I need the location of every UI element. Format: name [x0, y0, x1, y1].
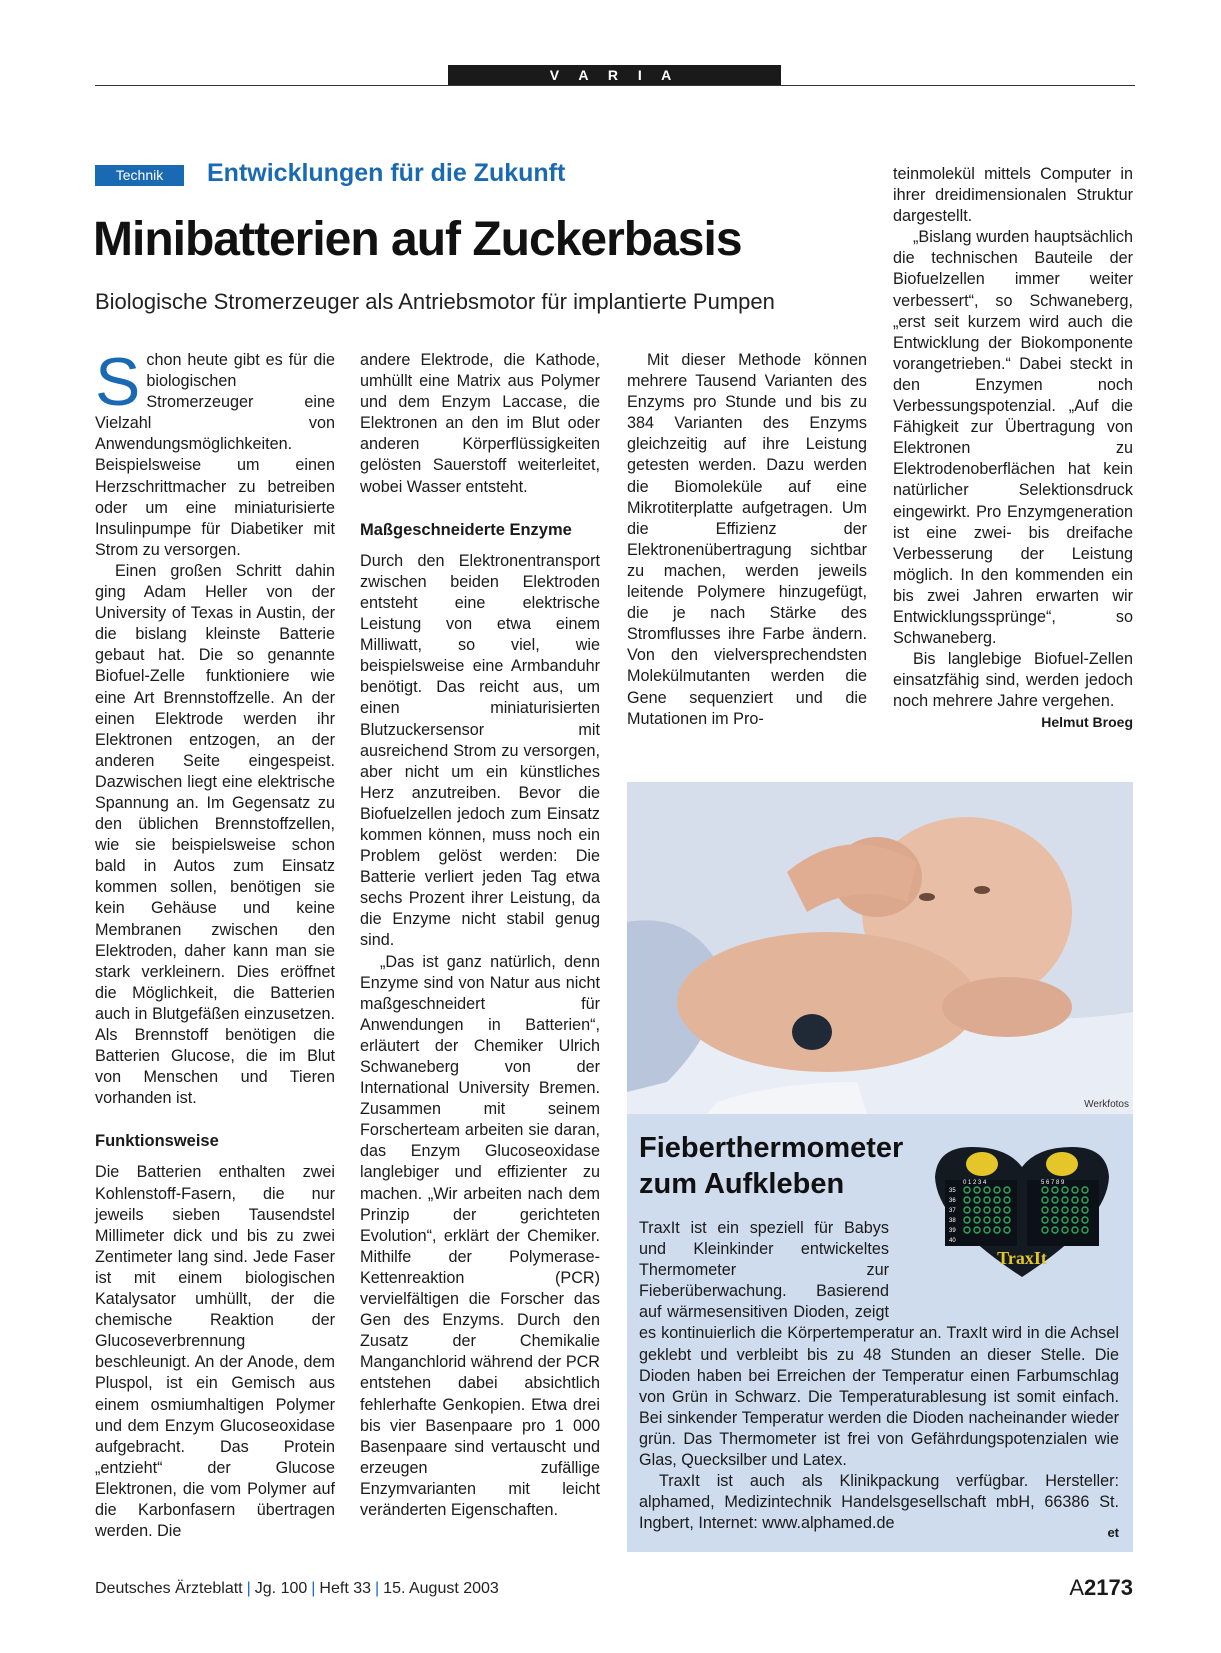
- paragraph: teinmolekül mittels Computer in ihrer dreidimensionalen Struktur dargestellt.: [893, 165, 1133, 226]
- paragraph: andere Elektrode, die Kathode, umhüllt eine Matrix aus Polymer und dem Enzym Laccase, die Elektronen an den im Blut oder anderen Körperflüssigkeiten gelösten Sauerstoff weiterleitet, wobei Wasser entsteht.: [360, 351, 600, 496]
- section-heading: Funktionsweise: [95, 1132, 219, 1151]
- baby-photo: [627, 782, 1133, 1114]
- author-byline: Helmut Broeg: [1041, 714, 1133, 731]
- date: 15. August 2003: [383, 1580, 499, 1597]
- baby-illustration: [627, 782, 1133, 1114]
- paragraph: TraxIt ist ein speziell für Babys und Kleinkinder entwickeltes Thermometer zur Fieberüberwachung. Basierend auf wärmesensitiven Dioden, zeigt es kontinuierlich die Körpertemperatur an. TraxIt wird in die Achsel geklebt und verbleibt bis zu 48 Stunden an dieser Stelle. Die Dioden haben bei Erreichen der Temperatur einen Farbumschlag von Grün in Schwarz. Die Temperaturablesung ist somit einfach. Bei sinkender Temperatur werden die Dioden nacheinander wieder grün. Das Thermometer ist frei von Gefährdungspotenzialen wie Glas, Quecksilber und Latex.: [639, 1219, 1119, 1470]
- kicker: Entwicklungen für die Zukunft: [207, 159, 566, 187]
- paragraph: Bis langlebige Biofuel-Zellen einsatzfähig sind, werden jedoch noch mehrere Jahre vergehen. Helmut Broeg: [893, 649, 1133, 712]
- journal-name: Deutsches Ärzteblatt: [95, 1580, 243, 1597]
- device-brand: TraxIt: [997, 1248, 1047, 1268]
- device-row-label: 35: [949, 1188, 956, 1194]
- paragraph: TraxIt ist auch als Klinikpackung verfügbar. Hersteller: alphamed, Medizintechnik Handelsgesellschaft mbH, 66386 St. Ingbert, Internet: www.alphamed.de: [639, 1472, 1119, 1533]
- column-4: [893, 164, 1133, 734]
- header-rule: [95, 85, 1135, 86]
- dropcap: S: [95, 344, 141, 420]
- device-row-label: 37: [949, 1208, 956, 1214]
- paragraph: „Das ist ganz natürlich, denn Enzyme sind von Natur aus nicht maßgeschneidert für Anwendungen in Batterien“, erläutert der Chemiker Ulrich Schwaneberg von der International University Bremen. Zusammen mit seinem Forscherteam arbeiten sie daran, das Enzym Glucoseoxidase langlebiger und effizienter zu machen. „Wir arbeiten nach dem Prinzip der gerichteten Evolution“, erklärt der Chemiker. Mithilfe der Polymerase-Kettenreaktion (PCR) vervielfältigen die Forscher das Gen des Enzyms. Durch den Zusatz der Chemikalie Manganchlorid während der PCR entstehen dabei absichtlich fehlerhafte Genkopien. Etwa drei bis vier Basenpaare pro 1 000 Basenpaare sind vertauscht und erzeugen zufällige Enzymvarianten mit leicht veränderten Eigenschaften.: [360, 952, 600, 1519]
- page-number: A2173: [1069, 1575, 1133, 1600]
- column-1: [95, 344, 335, 1542]
- volume: Jg. 100: [254, 1580, 308, 1597]
- device-col-labels: 0 1 2 3 4: [963, 1180, 987, 1186]
- section-heading: Maßgeschneiderte Enzyme: [360, 520, 572, 539]
- photo-credit: Werkfotos: [1084, 1099, 1129, 1110]
- article-title: Minibatterien auf Zuckerbasis: [93, 213, 742, 266]
- paragraph: „Bislang wurden hauptsächlich die technischen Bauteile der Biofuelzellen immer weiter verbessert“, so Schwaneberg, „erst seit kurzem wird auch die Entwicklung der Biokomponente vorangetrieben.“ Dabei steckt in den Enzymen noch Verbessungspotenzial. „Auf die Fähigkeit zur Übertragung von Elektronen zu Elektrodenoberflächen hat kein natürlicher Selektionsdruck eingewirkt. Pro Enzymgeneration ist eine zwei- bis dreifache Verbesserung der Leistung möglich. In den kommenden ein bis zwei Jahren erwarten wir Entwicklungssprünge“, so Schwaneberg.: [893, 228, 1133, 648]
- article-subtitle: Biologische Stromerzeuger als Antriebsmotor für implantierte Pumpen: [95, 289, 775, 314]
- device-row-label: 40: [949, 1238, 956, 1244]
- device-col-labels: 5 6 7 8 9: [1041, 1180, 1065, 1186]
- device-row-label: 36: [949, 1198, 956, 1204]
- issue: Heft 33: [319, 1580, 372, 1597]
- category-tag: Technik: [95, 165, 184, 186]
- infobox-title: Fieberthermometer zum Aufkleben: [639, 1132, 904, 1200]
- section-label: V A R I A: [448, 65, 781, 85]
- device-row-label: 38: [949, 1218, 956, 1224]
- paragraph: Einen großen Schritt dahin ging Adam Heller von der University of Texas in Austin, der die bislang kleinste Batterie gebaut hat. Die so genannte Biofuel-Zelle funktioniere wie eine Art Brennstoffzelle. An der einen Elektrode werden ihr Elektronen entzogen, an der anderen Seite eingespeist. Dazwischen liegt eine elektrische Spannung an. Im Gegensatz zu den üblichen Brennstoffzellen, wie sie beispielsweise schon bald in Autos zum Einsatz kommen sollen, benötigen sie kein Gehäuse und keine Membranen zwischen den Elektroden, daher kann man sie stark verkleinern. Dies eröffnet die Möglichkeit, die Batterien auch in Blutgefäßen einzusetzen. Als Brennstoff benötigen die Batterien Glucose, die im Blut von Menschen und Tieren vorhanden ist.: [95, 561, 335, 1108]
- infobox-body: [639, 1218, 1119, 1534]
- device-row-label: 39: [949, 1228, 956, 1234]
- paragraph: Mit dieser Methode können mehrere Tausend Varianten des Enzyms pro Stunde und bis zu 384 Varianten des Enzyms gleichzeitig auf ihre Leistung getesten werden. Dazu werden die Biomoleküle auf eine Mikrotiterplatte aufgetragen. Um die Effizienz der Elektronenübertragung sichtbar zu machen, werden jeweils leitende Polymere hinzugefügt, die je nach Stärke des Stromflusses ihre Farbe ändern. Von den vielversprechendsten Molekülmutanten werden die Gene sequenziert und die Mutationen im Pro-: [627, 351, 867, 728]
- column-2: [360, 350, 600, 1521]
- column-3: [627, 350, 867, 730]
- infobox: [627, 1114, 1133, 1552]
- paragraph: Die Batterien enthalten zwei Kohlenstoff-Fasern, die nur jeweils sieben Tausendstel Millimeter dick und bis zu zwei Zentimeter lang sind. Jede Faser ist mit einem biologischen Katalysator umhüllt, der die chemische Reaktion der Glucoseverbrennung beschleunigt. An der Anode, dem Pluspol, ist ein Gemisch aus einem osmiumhaltigen Polymer und dem Enzym Glucoseoxidase aufgebracht. Das Protein „entzieht“ der Glucose Elektronen, die vom Polymer auf die Karbonfasern übertragen werden. Die: [95, 1163, 335, 1541]
- paragraph: Schon heute gibt es für die biologischen Stromerzeuger eine Vielzahl von Anwendungsmöglichkeiten. Beispielsweise um einen Herzschrittmacher zu betreiben oder um eine miniaturisierte Insulinpumpe für Diabetiker mit Strom zu versorgen.: [95, 344, 335, 559]
- paragraph: Durch den Elektronentransport zwischen beiden Elektroden entsteht eine elektrische Leistung von etwa einem Milliwatt, so viel, wie beispielsweise eine Armbanduhr benötigt. Das reicht aus, um einen miniaturisierten Blutzuckersensor mit ausreichend Strom zu versorgen, aber nicht um ein künstliches Herz anzutreiben. Bevor die Biofuelzellen jedoch zum Einsatz kommen können, muss noch ein Problem gelöst werden: Die Batterie verliert jeden Tag etwa sechs Prozent ihrer Leistung, da die Enzyme nicht stabil genug sind.: [360, 551, 600, 950]
- infobox-signature: et: [1107, 1525, 1119, 1540]
- footer-citation: Deutsches Ärzteblatt | Jg. 100 | Heft 33 | 15. August 2003: [95, 1580, 499, 1597]
